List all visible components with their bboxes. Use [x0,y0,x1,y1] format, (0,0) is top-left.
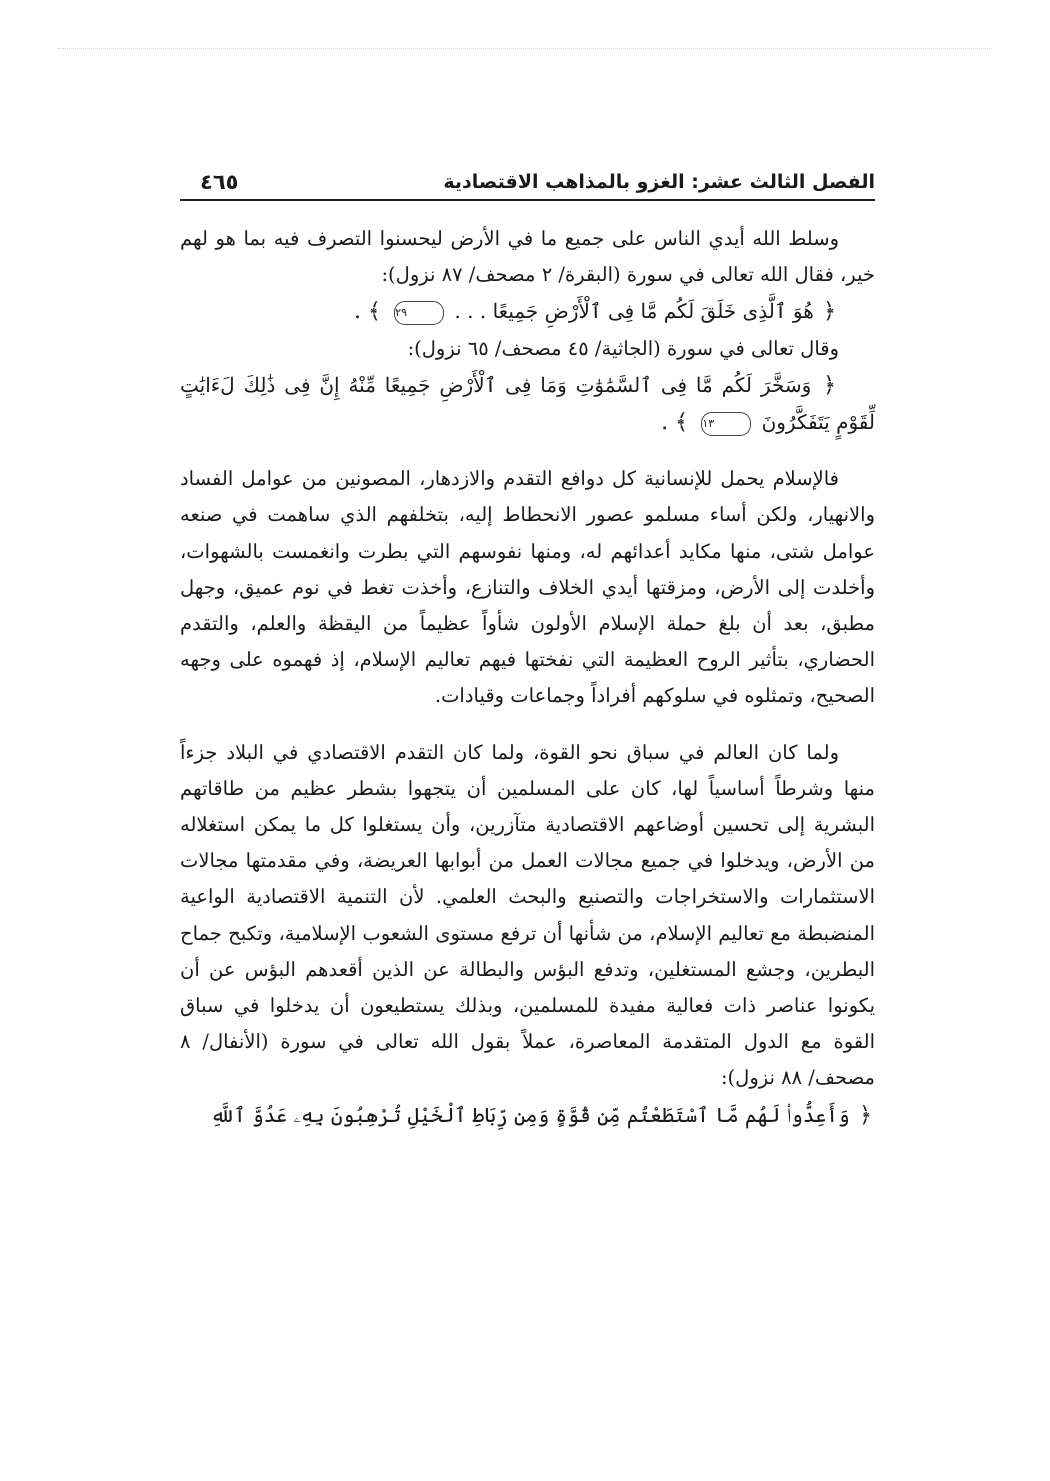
verse-1-text: هُوَ ٱلَّذِى خَلَقَ لَكُم مَّا فِى ٱلْأَرْضِ جَمِيعًا . . . [454,299,814,324]
ayah-number-marker: ٢٩ [394,301,444,325]
quran-verse-3 [180,1097,875,1134]
running-header [180,168,875,201]
quran-verse-1 [180,293,875,330]
verse-open-bracket: ﴿ [823,299,836,325]
scan-edge-line [58,48,992,49]
body-text [180,221,875,1134]
paragraph-1: وسلط الله أيدي الناس على جميع ما في الأرض ليحسنوا التصرف فيه بما هو لهم خير، فقال الله تعالى في سورة (البقرة/ ٢ مصحف/ ٨٧ نزول): [180,227,875,287]
paragraph-3: فالإسلام يحمل للإنسانية كل دوافع التقدم والازدهار، المصونين من عوامل الفساد والانهيار، ولكن أساء مسلمو عصور الانحطاط إليه، بتخلفهم الذي ساهمت في صنعه عوامل شتى، منها مكايد أعدائهم له، ومنها نفوسهم التي بطرت وانغمست بالشهوات، وأخلدت إلى الأرض، ومزقتها أيدي الخلاف والتنازع، وأخذت تغط في نوم عميق، وجهل مطبق، بعد أن بلغ حملة الإسلام الأولون شأواً عظيماً من اليقظة والعلم، والتقدم الحضاري، بتأثير الروح العظيمة التي نفختها فيهم تعاليم الإسلام، إذ فهموه على وجهه الصحيح، وتمثلوه في سلوكهم أفراداً وجماعات وقيادات. [180,467,875,708]
quran-verse-2 [180,367,875,441]
verse-open-bracket: ﴿ [859,1102,872,1128]
ayah-number-marker: ١٣ [701,412,751,436]
verse-3-text: وَأَعِدُّوا۟ لَهُم مَّا ٱسْتَطَعْتُم مِّن قُوَّةٍ وَمِن رِّبَاطِ ٱلْخَيْلِ تُرْهِبُونَ بِهِۦ عَدُوَّ ٱللَّهِ [210,1102,850,1127]
book-page [180,168,875,1134]
verse-close-bracket: ﴾ . [661,410,689,436]
verse-2-text: وَسَخَّرَ لَكُم مَّا فِى ٱلسَّمَٰوَٰتِ وَمَا فِى ٱلْأَرْضِ جَمِيعًا مِّنْهُ إِنَّ فِى ذَٰلِكَ لَءَايَٰتٍ لِّقَوْمٍ يَتَفَكَّرُونَ [180,372,875,435]
verse-open-bracket: ﴿ [823,372,836,398]
paragraph-2: وقال تعالى في سورة (الجاثية/ ٤٥ مصحف/ ٦٥ نزول): [407,336,839,360]
page-number: ٤٦٥ [200,170,239,194]
chapter-title: الفصل الثالث عشر: الغزو بالمذاهب الاقتصادية [443,171,875,193]
paragraph-4: ولما كان العالم في سباق نحو القوة، ولما كان التقدم الاقتصادي في البلاد جزءاً منها وشرطاً أساسياً لها، كان على المسلمين أن يتجهوا بشطر عظيم من طاقاتهم البشرية إلى تحسين أوضاعهم الاقتصادية متآزرين، وأن يستغلوا كل ما يمكن استغلاله من الأرض، ويدخلوا في جميع مجالات العمل من أبوابها العريضة، وفي مقدمتها مجالات الاستثمارات والاستخراجات والتصنيع والبحث العلمي. لأن التنمية الاقتصادية الواعية المنضبطة مع تعاليم الإسلام، من شأنها أن ترفع مستوى الشعوب الإسلامية، وتكبح جماح البطرين، وجشع المستغلين، وتدفع البؤس والبطالة عن الذين أقعدهم البؤس عن أن يكونوا عناصر ذات فعالية مفيدة للمسلمين، وبذلك يستطيعون أن يدخلوا في سباق القوة مع الدول المتقدمة المعاصرة، عملاً بقول الله تعالى في سورة (الأنفال/ ٨ مصحف/ ٨٨ نزول): [180,740,875,1090]
verse-close-bracket: ﴾ . [354,299,381,325]
